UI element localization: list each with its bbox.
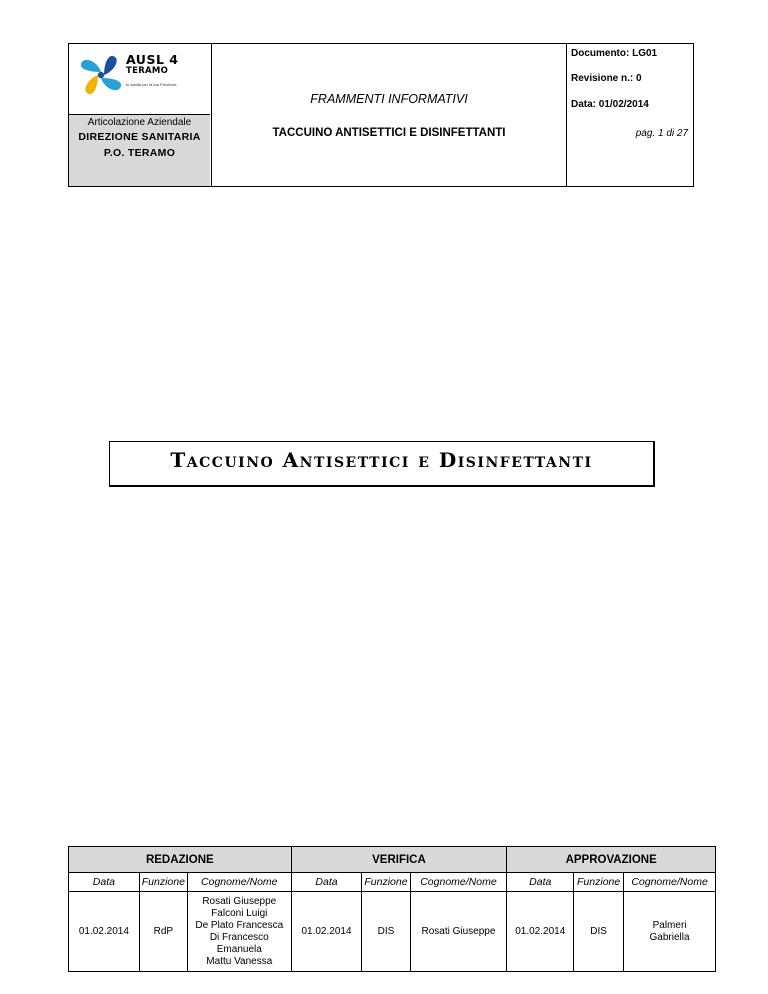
col-data: Data bbox=[507, 873, 574, 892]
redazione-funzione: RdP bbox=[139, 892, 187, 972]
col-cognome-nome: Cognome/Nome bbox=[187, 873, 291, 892]
redazione-data: 01.02.2014 bbox=[69, 892, 140, 972]
group-header-row bbox=[69, 847, 716, 873]
verifica-funzione: DIS bbox=[362, 892, 410, 972]
group-redazione: REDAZIONE bbox=[69, 847, 292, 873]
header-left-column bbox=[69, 44, 212, 186]
col-funzione: Funzione bbox=[139, 873, 187, 892]
revision-number: Revisione n.: 0 bbox=[571, 73, 642, 84]
redazione-nome: Emanuela bbox=[216, 943, 262, 955]
verifica-data: 01.02.2014 bbox=[291, 892, 362, 972]
approvazione-nome: Gabriella bbox=[649, 931, 690, 943]
col-funzione: Funzione bbox=[362, 873, 410, 892]
group-verifica: VERIFICA bbox=[291, 847, 507, 873]
document-date: Data: 01/02/2014 bbox=[571, 99, 649, 110]
header-subtitle: TACCUINO ANTISETTICI E DISINFETTANTI bbox=[272, 127, 506, 139]
approvazione-funzione: DIS bbox=[574, 892, 624, 972]
redazione-nome: Di Francesco bbox=[209, 931, 269, 943]
logo-name: AUSL 4 bbox=[126, 52, 179, 67]
approval-table bbox=[68, 846, 716, 972]
logo-text bbox=[126, 54, 178, 77]
col-cognome-nome: Cognome/Nome bbox=[624, 873, 716, 892]
document-header bbox=[68, 43, 694, 187]
organization-box bbox=[69, 114, 210, 186]
redazione-nome: Rosati Giuseppe bbox=[202, 895, 277, 907]
redazione-nome: Falconi Luigi bbox=[211, 907, 268, 919]
approvazione-nome: Palmeri bbox=[652, 919, 687, 931]
group-approvazione: APPROVAZIONE bbox=[507, 847, 716, 873]
org-line-2: P.O. TERAMO bbox=[103, 147, 176, 159]
col-funzione: Funzione bbox=[574, 873, 624, 892]
header-right-column bbox=[567, 44, 692, 186]
verifica-nome: Rosati Giuseppe bbox=[410, 892, 507, 972]
redazione-nomi bbox=[187, 892, 291, 972]
main-title: Taccuino Antisettici e Disinfettanti bbox=[170, 448, 593, 472]
redazione-nome: De Plato Francesca bbox=[195, 919, 284, 931]
header-title: FRAMMENTI INFORMATIVI bbox=[310, 92, 468, 106]
propeller-logo-icon bbox=[77, 52, 125, 98]
col-data: Data bbox=[291, 873, 362, 892]
column-header-row bbox=[69, 873, 716, 892]
main-title-box bbox=[109, 441, 655, 487]
approvazione-data: 01.02.2014 bbox=[507, 892, 574, 972]
logo-city: TERAMO bbox=[126, 66, 169, 76]
org-line-1: DIREZIONE SANITARIA bbox=[78, 131, 201, 143]
col-data: Data bbox=[69, 873, 140, 892]
page-number: pag. 1 di 27 bbox=[635, 128, 688, 139]
approvazione-nomi bbox=[624, 892, 716, 972]
logo-tagline: In sanità per la tua Provincia bbox=[126, 82, 177, 87]
org-subtitle: Articolazione Aziendale bbox=[87, 117, 192, 128]
header-center-column bbox=[212, 44, 567, 186]
table-row bbox=[69, 892, 716, 972]
ausl-logo bbox=[69, 44, 210, 113]
redazione-nome: Mattu Vanessa bbox=[206, 955, 273, 967]
col-cognome-nome: Cognome/Nome bbox=[410, 873, 507, 892]
document-code: Documento: LG01 bbox=[571, 48, 658, 59]
